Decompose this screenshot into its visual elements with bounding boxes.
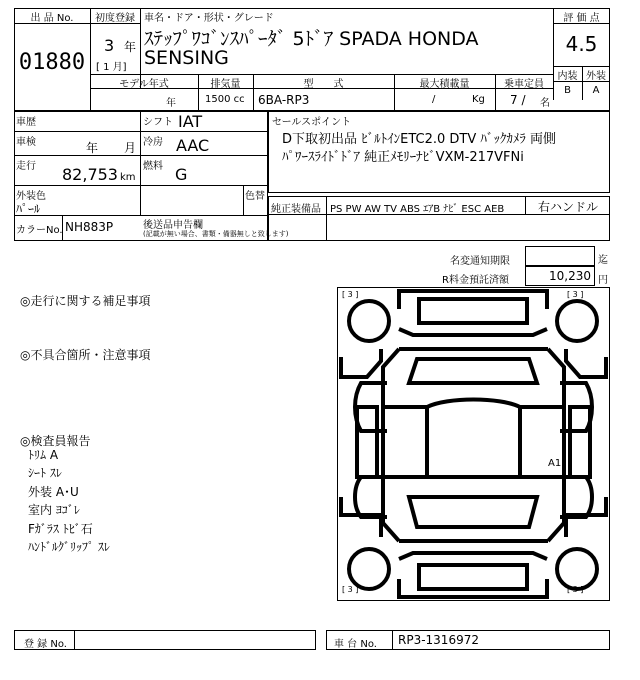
inspection-year-unit: 年: [86, 141, 99, 155]
tire-rear-right: [557, 549, 597, 589]
fuel-label: 燃料: [143, 161, 163, 172]
damage-mark: A1: [548, 458, 562, 469]
score-label: 評 価 点: [563, 13, 600, 24]
mileage-value: 82,753: [62, 165, 118, 184]
max-load-label: 最大積載量: [419, 79, 470, 90]
sales-points-label: セールスポイント: [272, 117, 352, 128]
name-change-box: [525, 246, 595, 266]
color-no-label: カラーNo.: [16, 225, 63, 236]
air-conditioning-value: AAC: [176, 136, 210, 155]
mileage-unit: km: [120, 172, 136, 183]
interior-grade-label: 内装: [557, 71, 578, 82]
model-year-unit: 年: [166, 98, 176, 109]
repaint-label: 色替: [245, 191, 265, 202]
aftermarket-note: (記載が無い場合、書類・備器無しと致します): [143, 230, 289, 238]
inspector-report-label: ◎検査員報告: [20, 434, 91, 448]
inspector-line: ﾊﾝﾄﾞﾙｸﾞﾘｯﾌﾟ ｽﾚ: [28, 540, 110, 554]
defects-notes-label: ◎不具合箇所・注意事項: [20, 348, 151, 362]
equipment-label: 純正装備品: [271, 204, 321, 215]
chassis-no-label: 車 台 No.: [334, 639, 377, 650]
car-name-line2: SENSING: [144, 47, 229, 69]
shift-value: IAT: [178, 112, 203, 131]
car-name-label: 車名・ドア・形状・グレード: [144, 13, 274, 24]
tire-label-rear-right: [ 3 ]: [567, 585, 584, 594]
capacity-unit: 名: [540, 98, 550, 109]
tire-label-rear-left: [ 3 ]: [342, 585, 359, 594]
tire-rear-left: [349, 549, 389, 589]
steering-side: 右ハンドル: [538, 200, 599, 214]
lot-number: 01880: [18, 50, 86, 75]
inspector-line: ｼｰﾄ ｽﾚ: [28, 466, 62, 480]
max-load-value: /: [432, 94, 436, 105]
tire-front-left: [349, 301, 389, 341]
interior-grade: B: [564, 85, 571, 96]
registration-no-label: 登 録 No.: [24, 639, 67, 650]
inspection-label: 車検: [16, 137, 36, 148]
overall-score: 4.5: [565, 32, 598, 56]
exterior-grade: A: [592, 85, 600, 96]
inspector-line: 外装 A･U: [28, 485, 79, 499]
model-type-value: 6BA-RP3: [258, 93, 310, 107]
name-change-label: 名変通知期限: [450, 256, 510, 267]
equipment-items: PS PW AW TV ABS ｴｱB ﾅﾋﾞ ESC AEB: [330, 204, 505, 215]
equipment-extra-row: [268, 215, 610, 241]
tire-front-right: [557, 301, 597, 341]
inspector-line: 室内 ﾖｺﾞﾚ: [28, 503, 80, 517]
first-registration-year: 3: [104, 36, 115, 55]
tire-label-front-right: [ 3 ]: [567, 290, 584, 299]
max-load-unit: Kg: [472, 94, 485, 105]
inspector-line: Fｶﾞﾗｽ ﾄﾋﾞ石: [28, 522, 93, 536]
exterior-grade-label: 外装: [586, 71, 606, 82]
air-conditioning-label: 冷房: [143, 137, 163, 148]
sales-points-line2: ﾊﾟﾜｰｽﾗｲﾄﾞﾄﾞｱ 純正ﾒﾓﾘｰﾅﾋﾞVXM-217VFNi: [282, 150, 524, 165]
exterior-color-label: 外装色: [16, 191, 46, 202]
tire-label-front-left: [ 3 ]: [342, 290, 359, 299]
car-name-line1: ｽﾃｯﾌﾟﾜｺﾞﾝｽﾊﾟｰﾀﾞ 5ﾄﾞｱ SPADA HONDA: [144, 28, 479, 50]
car-diagram-drawing: [337, 287, 610, 601]
color-no-value: NH883P: [65, 220, 114, 234]
shift-label: シフト: [143, 117, 173, 128]
chassis-no-value: RP3-1316972: [398, 633, 479, 647]
capacity-label: 乗車定員: [504, 79, 544, 90]
first-registration-label: 初度登録: [95, 13, 135, 24]
recycle-fee-unit: 円: [598, 275, 608, 286]
fuel-value: G: [175, 165, 188, 184]
recycle-fee-label: R料金預託済額: [442, 275, 509, 286]
recycle-fee-amount: 10,230: [549, 269, 591, 283]
aftermarket-label: 後送品申告欄: [143, 220, 203, 231]
lot-no-label: 出 品 No.: [30, 13, 74, 24]
sales-points-line1: D下取初出品 ﾋﾞﾙﾄｲﾝETC2.0 DTV ﾊﾞｯｸｶﾒﾗ 両側: [282, 132, 557, 147]
displacement-value: 1500 cc: [205, 94, 245, 105]
model-type-label: 型 式: [303, 79, 344, 90]
inspection-month-unit: 月: [124, 141, 137, 155]
inspector-line: ﾄﾘﾑ A: [28, 448, 59, 462]
displacement-label: 排気量: [210, 79, 241, 90]
capacity-value: 7 /: [510, 93, 526, 107]
model-year-label: モデル年式: [119, 79, 169, 90]
name-change-unit: 迄: [598, 255, 608, 266]
mileage-label: 走行: [16, 161, 36, 172]
driving-notes-label: ◎走行に関する補足事項: [20, 294, 151, 308]
first-registration-year-unit: 年: [124, 40, 137, 54]
exterior-color-value: ﾊﾟｰﾙ: [16, 202, 41, 216]
first-registration-month: [ 1 月]: [96, 62, 127, 73]
vehicle-history-label: 車歴: [16, 117, 36, 128]
